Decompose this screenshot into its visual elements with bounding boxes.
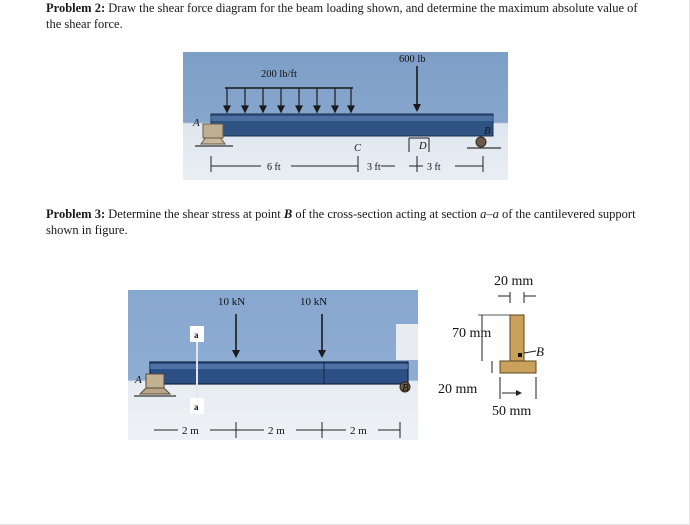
bottom-width-label: 50 mm	[492, 404, 532, 419]
point-a-label-2: A	[135, 374, 142, 386]
point-b-label: B	[484, 125, 491, 137]
dim-label-2-3: 2 m	[350, 425, 367, 437]
point-d-label: D	[419, 141, 427, 152]
dim-label-3: 3 ft	[427, 162, 441, 173]
top-width-label: 20 mm	[494, 274, 534, 289]
beam-figure-1	[183, 52, 508, 180]
point-a-label: A	[193, 117, 200, 129]
beam-figure-2-drawing	[128, 290, 418, 440]
problem-3-text	[46, 206, 646, 238]
dim-label-2: 3 ft	[367, 162, 381, 173]
height-label: 70 mm	[452, 326, 492, 341]
dim-label-2-1: 2 m	[182, 425, 199, 437]
point-c-label: C	[354, 143, 362, 154]
point-b-label-2: B	[402, 382, 409, 394]
problem-3-label: Problem 3:	[46, 207, 106, 221]
distributed-load-arrows	[224, 88, 354, 112]
load-label-2: 10 kN	[300, 296, 328, 308]
problem-3-body-1: Determine the shear stress at point	[105, 207, 284, 221]
problem-2-text	[46, 0, 646, 32]
problem-3-section: a–a	[480, 207, 499, 221]
problem-3-body-3: of the cantilevered support shown in figure.	[46, 207, 636, 237]
dimension-line-1	[211, 156, 483, 172]
dim-label-1: 6 ft	[267, 162, 281, 173]
problem-3-body-2: of the cross-section acting at section	[292, 207, 481, 221]
point-load-label: 600 lb	[399, 54, 426, 65]
distributed-load-label: 200 lb/ft	[261, 69, 297, 80]
beam-figure-1-drawing	[183, 52, 508, 180]
section-label-bottom: a	[194, 402, 199, 412]
roller-support-b	[467, 137, 501, 148]
section-label-top: a	[194, 330, 199, 340]
beam-figure-2	[128, 290, 418, 440]
t-section-shape	[500, 315, 536, 373]
bottom-thickness-label: 20 mm	[438, 382, 478, 397]
point-b-label-3: B	[536, 344, 544, 359]
problem-2-body: Draw the shear force diagram for the beam loading shown, and determine the maximum absolute value of the shear force.	[46, 1, 638, 31]
cross-section-drawing	[432, 265, 552, 425]
problem-2-label: Problem 2:	[46, 1, 106, 15]
load-label-1: 10 kN	[218, 296, 246, 308]
cross-section-figure	[432, 265, 552, 425]
problem-3-point: B	[283, 207, 293, 221]
dim-label-2-2: 2 m	[268, 425, 285, 437]
